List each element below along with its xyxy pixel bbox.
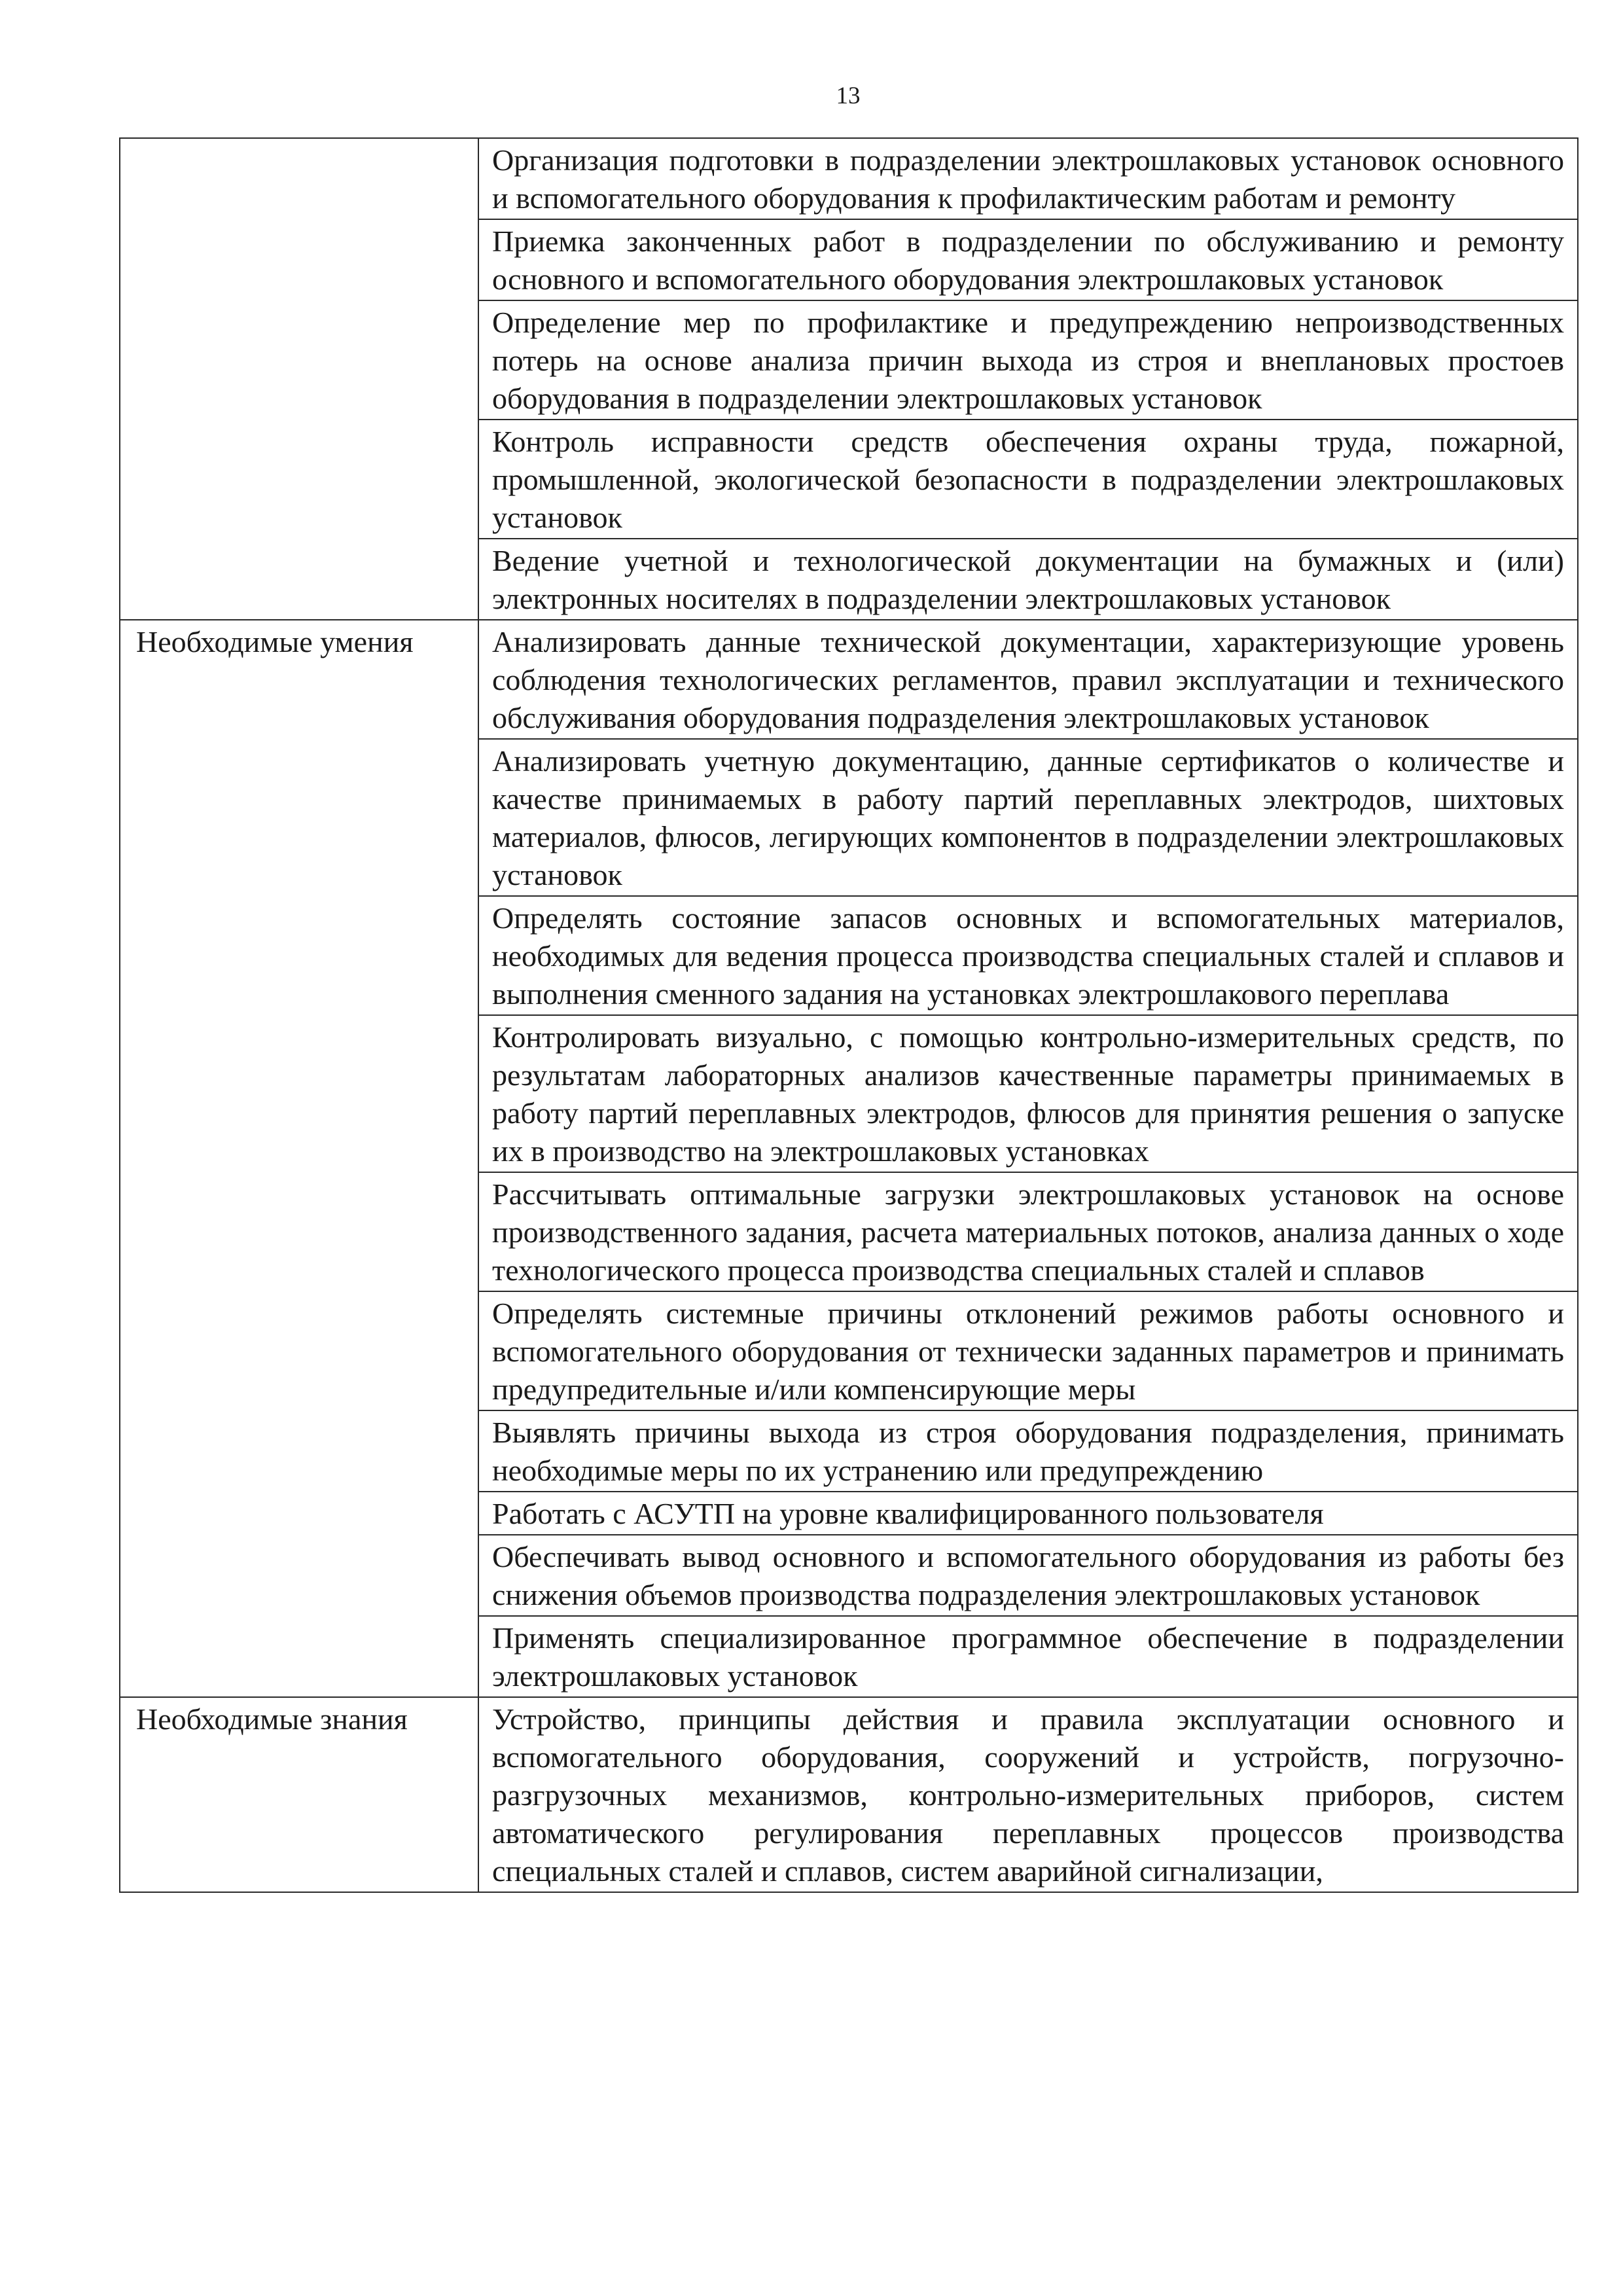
table-row: [120, 620, 1578, 739]
table-row: [120, 1492, 1578, 1535]
section-label-continuation: [120, 896, 478, 1015]
table-row: [120, 300, 1578, 420]
requirements-table-body: [120, 138, 1578, 1892]
section-label-continuation: [120, 1410, 478, 1492]
table-row: [120, 539, 1578, 620]
requirement-item: Определять системные причины отклонений режимов работы основного и вспомогательного оборудования от технически заданных параметров и принимать предупредительные и/или компенсирующие меры: [478, 1291, 1578, 1410]
requirement-item: Приемка законченных работ в подразделении по обслуживанию и ремонту основного и вспомогательного оборудования электрошлаковых установок: [478, 219, 1578, 300]
table-row: [120, 420, 1578, 539]
section-label-continuation: [120, 300, 478, 420]
table-row: [120, 138, 1578, 219]
section-label-continuation: [120, 1492, 478, 1535]
section-label-continuation: [120, 1291, 478, 1410]
table-row: [120, 1616, 1578, 1697]
requirement-item: Применять специализированное программное обеспечение в подразделении электрошлаковых установок: [478, 1616, 1578, 1697]
requirements-table: [119, 137, 1578, 1893]
requirement-item: Контроль исправности средств обеспечения охраны труда, пожарной, промышленной, экологической безопасности в подразделении электрошлаковых установок: [478, 420, 1578, 539]
requirement-item: Ведение учетной и технологической документации на бумажных и (или) электронных носителях в подразделении электрошлаковых установок: [478, 539, 1578, 620]
section-label-continuation: [120, 539, 478, 620]
requirement-item: Устройство, принципы действия и правила эксплуатации основного и вспомогательного оборудования, сооружений и устройств, погрузочно-разгрузочных механизмов, контрольно-измерительных приборов, систем автоматического регулирования переплавных процессов производства специальных сталей и сплавов, систем аварийной сигнализации,: [478, 1697, 1578, 1892]
section-label: Необходимые знания: [120, 1697, 478, 1892]
requirement-item: Анализировать учетную документацию, данные сертификатов о количестве и качестве принимаемых в работу партий переплавных электродов, шихтовых материалов, флюсов, легирующих компонентов в подразделении электрошлаковых установок: [478, 739, 1578, 896]
section-label-continuation: [120, 1535, 478, 1616]
requirement-item: Обеспечивать вывод основного и вспомогательного оборудования из работы без снижения объемов производства подразделения электрошлаковых установок: [478, 1535, 1578, 1616]
requirement-item: Определять состояние запасов основных и вспомогательных материалов, необходимых для ведения процесса производства специальных сталей и сплавов и выполнения сменного задания на установках электрошлакового переплава: [478, 896, 1578, 1015]
requirement-item: Выявлять причины выхода из строя оборудования подразделения, принимать необходимые меры по их устранению или предупреждению: [478, 1410, 1578, 1492]
requirement-item: Определение мер по профилактике и предупреждению непроизводственных потерь на основе анализа причин выхода из строя и внеплановых простоев оборудования в подразделении электрошлаковых установок: [478, 300, 1578, 420]
requirement-item: Рассчитывать оптимальные загрузки электрошлаковых установок на основе производственного задания, расчета материальных потоков, анализа данных о ходе технологического процесса производства специальных сталей и сплавов: [478, 1172, 1578, 1291]
table-row: [120, 1410, 1578, 1492]
requirement-item: Анализировать данные технической документации, характеризующие уровень соблюдения технологических регламентов, правил эксплуатации и технического обслуживания оборудования подразделения электрошлаковых установок: [478, 620, 1578, 739]
section-label-continuation: [120, 219, 478, 300]
table-row: [120, 739, 1578, 896]
requirement-item: Контролировать визуально, с помощью контрольно-измерительных средств, по результатам лабораторных анализов качественные параметры принимаемых в работу партий переплавных электродов, флюсов для принятия решения о запуске их в производство на электрошлаковых установках: [478, 1015, 1578, 1172]
table-row: [120, 1697, 1578, 1892]
table-row: [120, 1291, 1578, 1410]
table-row: [120, 896, 1578, 1015]
table-row: [120, 1015, 1578, 1172]
requirement-item: Работать с АСУТП на уровне квалифицированного пользователя: [478, 1492, 1578, 1535]
table-row: [120, 1535, 1578, 1616]
section-label-continuation: [120, 420, 478, 539]
requirement-item: Организация подготовки в подразделении электрошлаковых установок основного и вспомогательного оборудования к профилактическим работам и ремонту: [478, 138, 1578, 219]
section-label: Необходимые умения: [120, 620, 478, 739]
section-label: [120, 138, 478, 219]
section-label-continuation: [120, 1015, 478, 1172]
section-label-continuation: [120, 739, 478, 896]
table-row: [120, 219, 1578, 300]
page-number: 13: [836, 82, 861, 109]
section-label-continuation: [120, 1172, 478, 1291]
section-label-continuation: [120, 1616, 478, 1697]
table-row: [120, 1172, 1578, 1291]
